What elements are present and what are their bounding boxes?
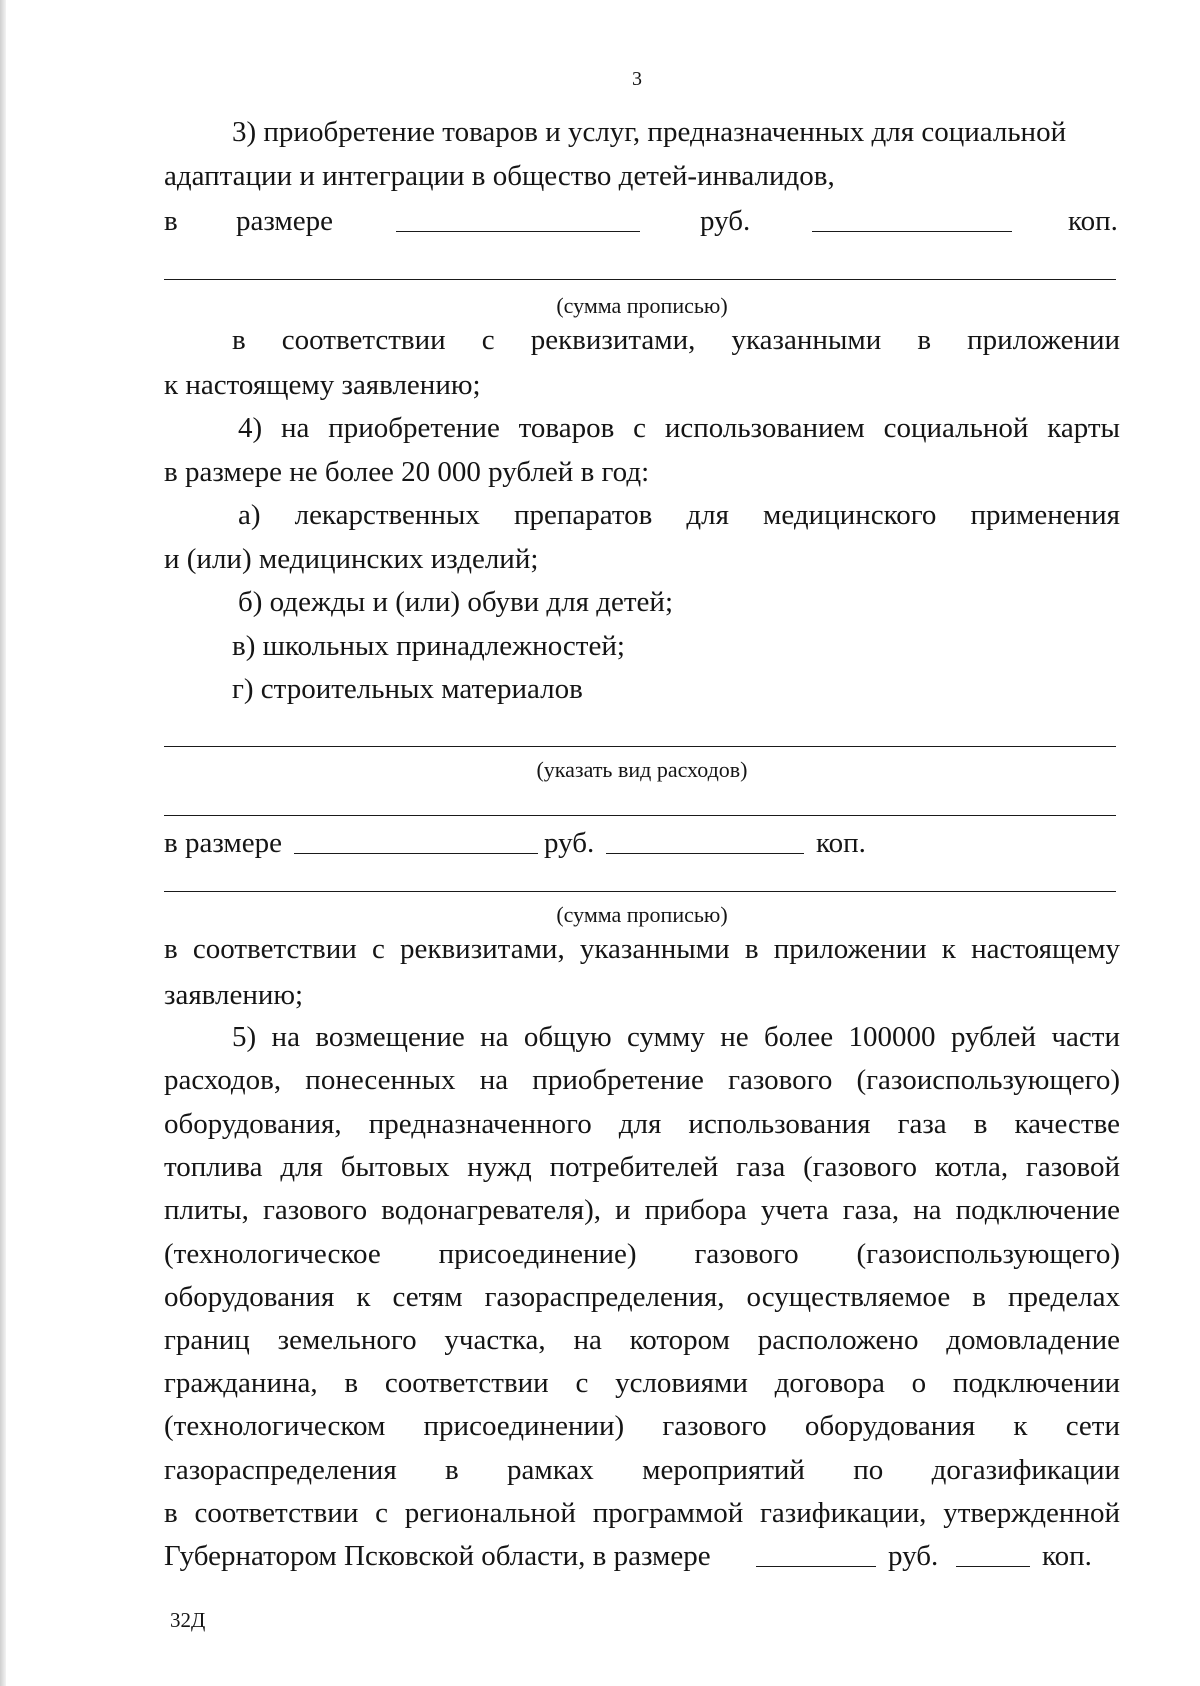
item5-line: оборудования, предназначенного для использования газа в качестве bbox=[164, 1108, 1120, 1140]
page-number: 3 bbox=[632, 68, 642, 90]
item3-line1: 3) приобретение товаров и услуг, предназначенных для социальной bbox=[232, 116, 1067, 148]
item5-kop-blank[interactable] bbox=[956, 1542, 1030, 1567]
item3-sum-words-line[interactable] bbox=[164, 279, 1116, 280]
item3-req-line1: в соответствии с реквизитами, указанными в приложении bbox=[232, 324, 1120, 356]
item3-sum-caption: (сумма прописью) bbox=[556, 293, 728, 318]
item3-rub-label: руб. bbox=[700, 205, 751, 237]
item4-kop-blank[interactable] bbox=[606, 829, 804, 854]
item3-size-word-v: в bbox=[164, 205, 178, 237]
item5-line: в соответствии с региональной программой газификации, утвержденной bbox=[164, 1497, 1120, 1529]
item4-req-line1: в соответствии с реквизитами, указанными в приложении к настоящему bbox=[164, 933, 1120, 965]
item4-expense-type-line2[interactable] bbox=[164, 815, 1116, 816]
item4-g: г) строительных материалов bbox=[232, 673, 583, 705]
item4-b: б) одежды и (или) обуви для детей; bbox=[238, 586, 673, 618]
item4-a-line2: и (или) медицинских изделий; bbox=[164, 543, 539, 575]
item4-rub-label: руб. bbox=[544, 827, 595, 859]
item5-line: (технологическом присоединении) газового оборудования к сети bbox=[164, 1410, 1120, 1442]
scan-edge bbox=[0, 0, 6, 1686]
item4-sum-caption: (сумма прописью) bbox=[556, 902, 728, 927]
item4-req-line2: заявлению; bbox=[164, 979, 304, 1011]
item3-line2: адаптации и интеграции в общество детей-инвалидов, bbox=[164, 160, 835, 192]
item4-line1: 4) на приобретение товаров с использованием социальной карты bbox=[238, 412, 1120, 444]
item5-rub-label: руб. bbox=[888, 1540, 939, 1572]
item4-size-label: в размере bbox=[164, 827, 282, 859]
item5-rub-blank[interactable] bbox=[756, 1542, 876, 1567]
item5-line: расходов, понесенных на приобретение газового (газоиспользующего) bbox=[164, 1064, 1120, 1096]
item5-line: оборудования к сетям газораспределения, осуществляемое в пределах bbox=[164, 1281, 1120, 1313]
item3-rub-blank[interactable] bbox=[396, 207, 640, 232]
item4-v: в) школьных принадлежностей; bbox=[232, 630, 625, 662]
item3-size-word: размере bbox=[236, 205, 334, 237]
item5-line: топлива для бытовых нужд потребителей газа (газового котла, газовой bbox=[164, 1151, 1120, 1183]
item5-line: 5) на возмещение на общую сумму не более 100000 рублей части bbox=[232, 1021, 1120, 1053]
footer-code: 32Д bbox=[170, 1608, 206, 1632]
item3-kop-blank[interactable] bbox=[812, 207, 1012, 232]
item4-a-line1: а) лекарственных препаратов для медицинского применения bbox=[238, 499, 1120, 531]
item4-line2: в размере не более 20 000 рублей в год: bbox=[164, 456, 650, 488]
item5-line: гражданина, в соответствии с условиями договора о подключении bbox=[164, 1367, 1120, 1399]
item5-line: плиты, газового водонагревателя), и прибора учета газа, на подключение bbox=[164, 1194, 1120, 1226]
item5-kop-label: коп. bbox=[1042, 1540, 1092, 1572]
item4-sum-words-line[interactable] bbox=[164, 891, 1116, 892]
item4-expense-type-line[interactable] bbox=[164, 746, 1116, 747]
item5-line: газораспределения в рамках мероприятий по догазификации bbox=[164, 1454, 1120, 1486]
item5-line: (технологическое присоединение) газового (газоиспользующего) bbox=[164, 1238, 1120, 1270]
item4-expense-type-caption: (указать вид расходов) bbox=[536, 757, 748, 782]
item4-kop-label: коп. bbox=[816, 827, 866, 859]
item5-line: границ земельного участка, на котором расположено домовладение bbox=[164, 1324, 1120, 1356]
item4-rub-blank[interactable] bbox=[294, 829, 538, 854]
item3-req-line2: к настоящему заявлению; bbox=[164, 369, 481, 401]
item5-last-line: Губернатором Псковской области, в размере bbox=[164, 1540, 711, 1572]
item3-kop-label: коп. bbox=[1068, 205, 1118, 237]
